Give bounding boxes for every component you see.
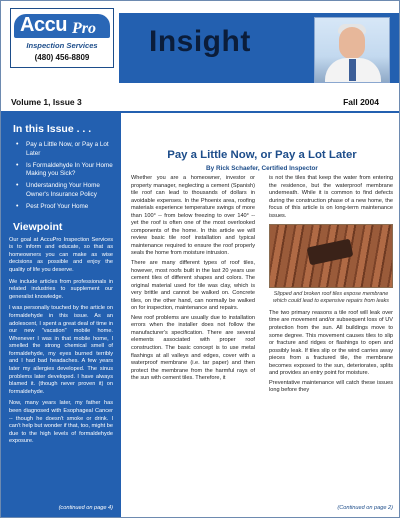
newsletter-title: Insight xyxy=(149,25,251,58)
article-column-right xyxy=(269,175,393,397)
sidebar xyxy=(1,113,121,517)
issue-bar xyxy=(1,93,399,113)
main-article xyxy=(131,119,393,515)
viewpoint-paragraph: Now, many years later, my father has been diagnosed with Esophageal Cancer -- though he doesn't smoke or drink. I can't help but wonder if that, too, might be due to the high levels of formaldehyde exposure. xyxy=(9,400,113,445)
masthead xyxy=(1,1,399,93)
logo-wordmark xyxy=(14,14,110,38)
article-paragraph: There are many different types of roof tiles, however, most roofs built in the last 20 years use cement tiles of different shapes and colors. The original material used for tile was clay, which is very brittle and cannot be walked on. Concrete tiles, on the other hand, can normally be walked on for inspection, maintenance and repairs. xyxy=(131,260,255,312)
toc-item[interactable]: • Is Formaldehyde In Your Home Making you Sick? xyxy=(13,162,113,180)
toc-item[interactable]: • Understanding Your Home Owner's Insurance Policy xyxy=(13,182,113,200)
logo-accu: Accu xyxy=(20,14,67,36)
article-continued-note[interactable]: (Continued on page 2) xyxy=(337,505,393,511)
logo-pro: Pro xyxy=(72,20,96,37)
toc-item[interactable]: • Pest Proof Your Home xyxy=(13,203,113,212)
issue-date: Fall 2004 xyxy=(343,97,379,107)
in-this-issue-heading: In this Issue . . . xyxy=(13,123,92,135)
article-column-left xyxy=(131,175,255,385)
article-headline: Pay a Little Now, or Pay a Lot Later xyxy=(167,149,357,161)
photo-caption: Slipped and broken roof tiles expose membrane which could lead to expensive repairs from leaks xyxy=(273,291,389,305)
viewpoint-paragraph: I was personally touched by the article on formaldehyde in this issue. As an adolescent, I spent a great deal of time in our new "vacation" mobile home. Whenever I was in that mobile home, I smelled the strong chemical smell of formaldehyde, my eyes burned terribly and I had bad headaches. A few years later my allergies developed. The sinus problems later developed. I have always blamed it. (though never proven it) on formaldehyde. xyxy=(9,305,113,395)
accupro-logo xyxy=(10,8,114,68)
toc-item[interactable]: • Pay a Little Now, or Pay a Lot Later xyxy=(13,141,113,159)
roof-tile-photo xyxy=(269,224,393,288)
author-photo xyxy=(314,17,390,83)
article-columns xyxy=(131,175,393,515)
article-paragraph: is not the tiles that keep the water from entering the residence, but the waterproof membrane underneath. While it is common to find defects during the construction phase of a new home, the focus of this article is on long-term maintenance issues. xyxy=(269,175,393,219)
logo-subtitle: Inspection Services xyxy=(26,41,98,50)
article-paragraph: Preventative maintenance will catch these issues long before they xyxy=(269,379,393,394)
viewpoint-paragraph: Our goal at AccuPro Inspection Services is to inform and educate, so that as homeowners you can make as wise decisions as possible and enjoy the quality of life you deserve. xyxy=(9,236,113,273)
logo-phone: (480) 456-8809 xyxy=(34,53,90,62)
table-of-contents xyxy=(13,141,113,212)
viewpoint-heading: Viewpoint xyxy=(13,220,63,233)
article-paragraph: The two primary reasons a tile roof will leak over time are movement and/or subsequent loss of UV protection from the sun. All buildings move to some degree. This movement causes tiles to slip or fracture and ridges or flashings to open and possibly leak. If tiles slip or the wind carries away pieces from a fractured tile, the membrane becomes exposed to the sun, deteriorates, splits and provides an entry point for moisture. xyxy=(269,309,393,377)
article-paragraph: New roof problems are usually due to installation errors when the installer does not follow the manufacturer's specification. There are several elements associated with proper roof construction. The basic concept is to use metal flashings at all valleys and edges, cover with a waterproof membrane (i.e. tar paper) and then protect the membrane from the harmful rays of the sun with cement tiles. Therefore, it xyxy=(131,314,255,382)
volume-issue: Volume 1, Issue 3 xyxy=(11,97,82,107)
article-byline: By Rick Schaefer, Certified Inspector xyxy=(206,165,318,172)
sidebar-continued-note: (continued on page 4) xyxy=(58,505,113,511)
title-banner xyxy=(119,13,399,83)
viewpoint-paragraph: We include articles from professionals in related industries to supplement our generalist knowledge. xyxy=(9,278,113,300)
article-paragraph: Whether you are a homeowner, investor or property manager, neglecting a cement (Spanish) tile roof can lead to thousands of dollars in avoidable expenses. In the Phoenix area, roofing materials experience temperature swings of more than 100° -- from below freezing to over 140° -- yet the roof is often one of the most overlooked components of the home. In this article we will review basic tile roof installation and typical maintenance required to ensure the roof properly seals the home from moisture intrusion. xyxy=(131,175,255,257)
